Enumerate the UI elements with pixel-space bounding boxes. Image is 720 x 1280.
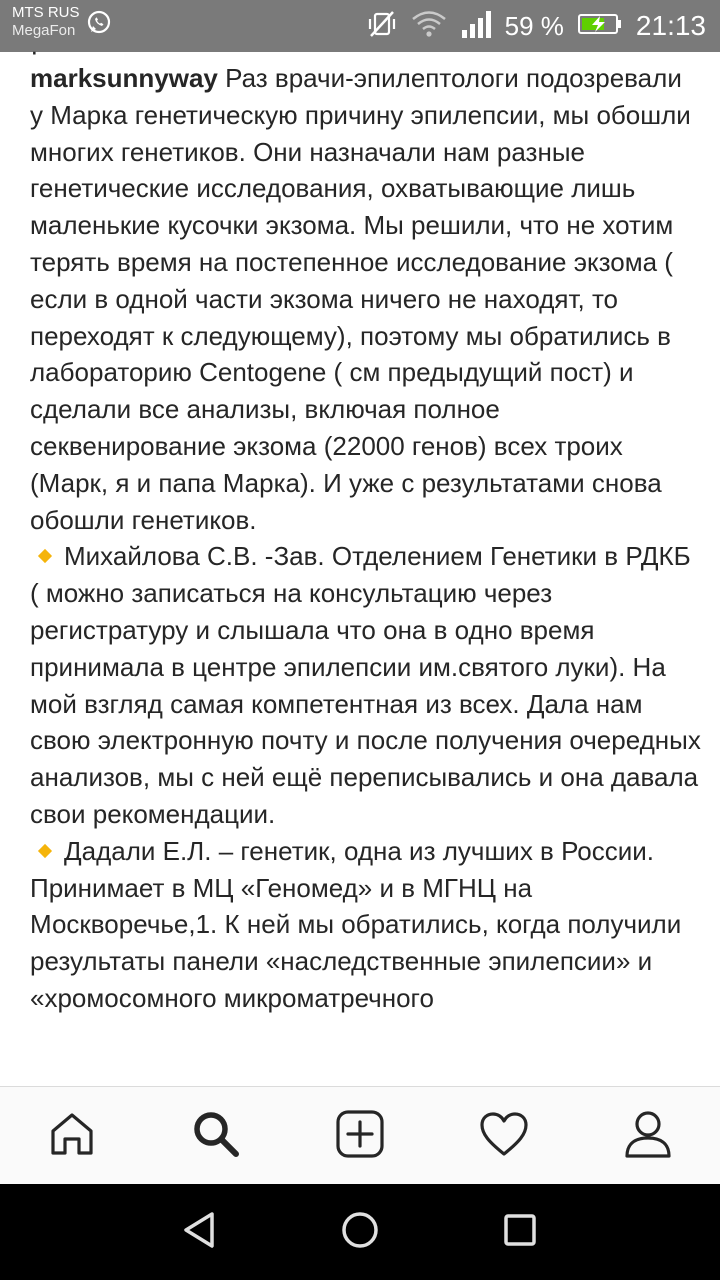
status-indicators: [367, 8, 706, 44]
nav-search-button[interactable]: [144, 1087, 288, 1185]
status-bar: [0, 0, 720, 52]
caption-intro-text: Раз врачи-эпилептологи подозревали у Марка генетическую причину эпилепсии, мы обошли многих генетиков. Они назначали нам разные генетические исследования, охватывающие лишь маленькие кусочки экзома. Мы решили, что не хотим терять время на постепенное исследование экзома ( если в одной части экзома ничего не находят, то переходят к следующему), поэтому мы обратились в лабораторию Centogene ( см предыдущий пост) и сделали все анализы, включая полное секвенирование экзома (22000 генов) всех троих (Марк, я и папа Марка). И уже с результатами снова обошли генетиков.: [30, 63, 691, 535]
post-content: [0, 36, 720, 1086]
clock: 21:13: [635, 10, 706, 41]
back-icon: [180, 1210, 220, 1255]
activity-heart-icon: [479, 1111, 529, 1162]
system-recents-button[interactable]: [460, 1184, 580, 1280]
nav-new-post-button[interactable]: [288, 1087, 432, 1185]
wifi-icon: [411, 10, 447, 43]
system-home-button[interactable]: [300, 1184, 420, 1280]
whatsapp-notification-icon: [86, 10, 112, 41]
battery-percent: 59 %: [504, 10, 564, 41]
home-icon: [48, 1110, 96, 1163]
recents-icon: [502, 1212, 538, 1253]
battery-charging-icon: [578, 13, 622, 40]
caption-item-text: Михайлова С.В. -Зав. Отделением Генетики в РДКБ ( можно записаться на консультацию через регистратуру и слышала что она в одно время принимала в центре эпилепсии им.святого луки). На мой взгляд самая компетентная из всех. Дала нам свою электронную почту и после получения очередных анализов, мы с ней ещё переписывались и она давала свои рекомендации.: [30, 541, 701, 829]
home-circle-icon: [340, 1210, 380, 1255]
signal-strength-icon: [461, 10, 491, 43]
carrier-info: [12, 4, 80, 40]
profile-icon: [623, 1109, 673, 1164]
nav-profile-button[interactable]: [576, 1087, 720, 1185]
diamond-bullet-icon: [38, 844, 52, 858]
system-back-button[interactable]: [140, 1184, 260, 1280]
username-link[interactable]: marksunnyway: [30, 63, 218, 93]
caption-item-text: Дадали Е.Л. – генетик, одна из лучших в России. Принимает в МЦ «Геномед» и в МГНЦ на Москворечье,1. К ней мы обратились, когда получили результаты панели «наследственные эпилепсии» и «хромосомного микроматречного: [30, 835, 682, 1013]
diamond-bullet-icon: [38, 549, 52, 563]
caption-intro: [30, 60, 702, 538]
nav-activity-button[interactable]: [432, 1087, 576, 1185]
carrier-secondary: MegaFon: [12, 22, 76, 39]
new-post-icon: [335, 1109, 385, 1164]
post-caption: [30, 60, 702, 1017]
search-icon: [191, 1109, 241, 1164]
caption-item: [30, 538, 702, 832]
carrier-primary: MTS RUS: [12, 4, 80, 21]
cut-off-row: ·: [30, 36, 39, 66]
vibrate-off-icon: [367, 8, 397, 45]
caption-item: [30, 833, 702, 1017]
system-nav-bar: [0, 1184, 720, 1280]
bottom-nav: [0, 1086, 720, 1184]
nav-home-button[interactable]: [0, 1087, 144, 1185]
